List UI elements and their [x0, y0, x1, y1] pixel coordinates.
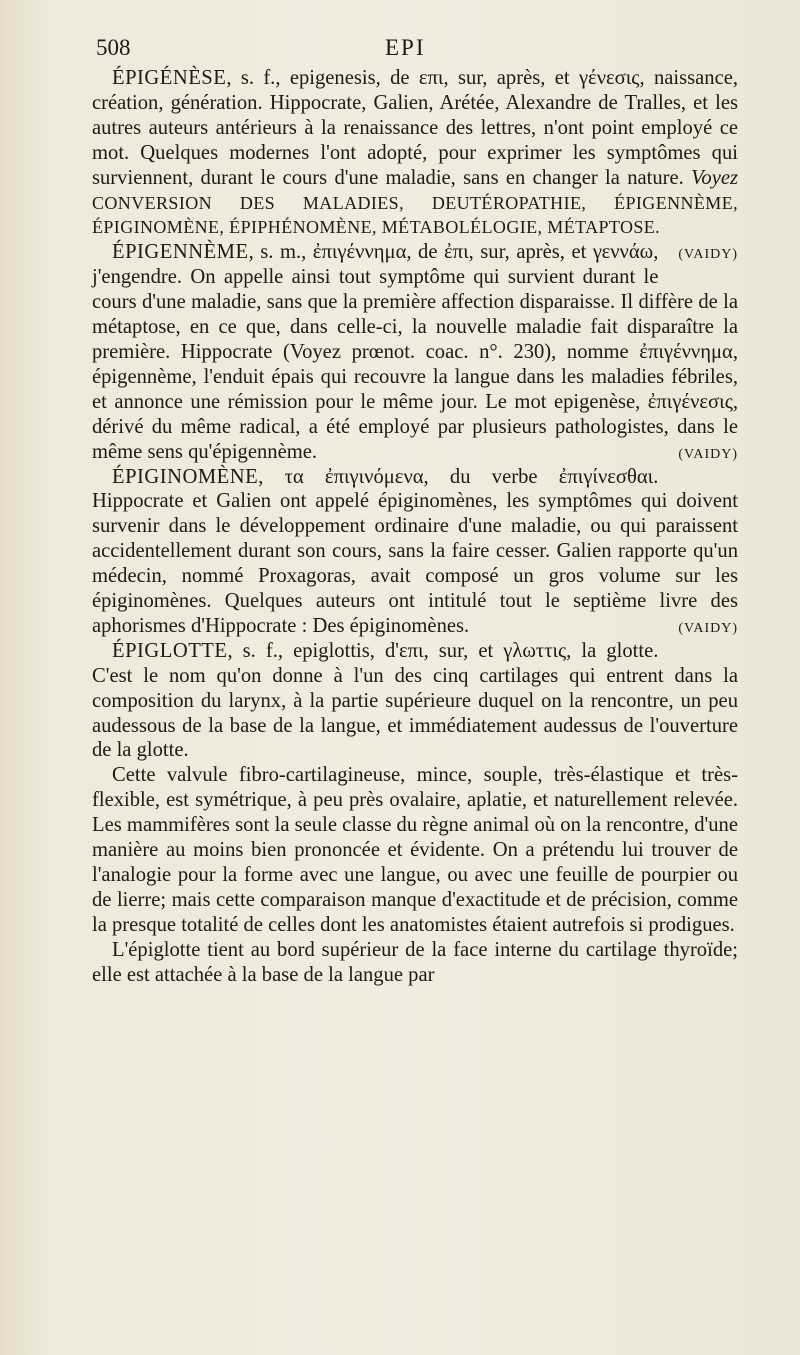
see-also-label: Voyez	[691, 166, 738, 189]
entry-text: , s. m., ἐπιγέννημα, de ἐπι, sur, après, et γεννάω, j'engendre. On appelle ainsi tout symptôme qui survient durant le cours d'une maladie, sans que la première affection disparaisse. Il diffère de la métaptose, en ce que, dans celle-ci, la nouvelle maladie fait disparaître la première. Hippocrate (Voyez prœnot. coac. n°. 230), nomme ἐπιγέννημα, épigennème, l'enduit épais qui recouvre la langue dans les maladies fébriles, et annonce une rémission pour le même jour. Le mot epigenèse, ἐπιγένεσις, dérivé du même radical, a été employé par plusieurs pathologistes, dans le même sens qu'épigennème.	[92, 241, 738, 463]
dictionary-entry	[92, 639, 738, 764]
dictionary-entry	[92, 66, 738, 263]
page-number: 508	[96, 35, 131, 60]
running-head	[92, 30, 738, 66]
dictionary-entry	[92, 465, 738, 639]
author-signature: (VAIDY)	[678, 620, 738, 636]
author-signature: (VAIDY)	[678, 446, 738, 462]
dictionary-entry	[92, 240, 738, 464]
cross-references: CONVERSION DES MALADIES, DEUTÉROPATHIE, ÉPIGENNÈME, ÉPIGINOMÈNE, ÉPIPHÉNOMÈNE, MÉTABOLÉLOGIE, MÉTAPTOSE.	[92, 192, 738, 238]
body-paragraph: Cette valvule fibro-cartilagineuse, mince, souple, très-élastique et très-flexible, est symétrique, à peu près ovalaire, aplatie, et naturellement relevée. Les mammifères sont la seule classe du règne animal où on la rencontre, d'une manière au moins bien prononcée et évidente. On a prétendu lui trouver de l'analogie pour la forme avec une langue, ou avec une feuille de pourpier ou de lierre; mais cette comparaison manque d'exactitude et de précision, comme la presque totalité de celles dont les anatomistes étaient autrefois si prodigues.	[92, 764, 738, 936]
entry-text: , τα ἐπιγινόμενα, du verbe ἐπιγίνεσθαι. Hippocrate et Galien ont appelé épiginomènes, les symptômes qui doivent survenir dans le développement ordinaire d'une maladie, ou qui paraissent accidentellement durant son cours, sans la faire cesser. Galien rapporte qu'un médecin, nommé Proxagoras, avait composé un gros volume sur les épiginomènes. Quelques auteurs ont intitulé tout le septième livre des aphorismes d'Hippocrate : Des épiginomènes.	[92, 465, 738, 637]
entry-text: , s. f., epigenesis, de επι, sur, après, et γένεσις, naissance, création, génération. Hippocrate, Galien, Arétée, Alexandre de Tralles, et les autres auteurs antérieurs à la renaissance des lettres, n'ont point employé ce mot. Quelques modernes l'ont adopté, pour exprimer les symptômes qui surviennent, durant le cours d'une maladie, sans en changer la nature.	[92, 67, 738, 189]
body-paragraph: L'épiglotte tient au bord supérieur de la face interne du cartilage thyroïde; elle est attachée à la base de la langue par	[92, 938, 738, 986]
entry-headword: ÉPIGENNÈME	[112, 241, 249, 264]
author-signature: (VAIDY)	[678, 247, 738, 263]
entry-headword: ÉPIGLOTTE	[112, 639, 228, 662]
entry-text: , s. f., epiglottis, d'επι, sur, et γλωττις, la glotte. C'est le nom qu'on donne à l'un des cinq cartilages qui entrent dans la composition du larynx, à la partie supérieure duquel on la rencontre, un peu audessous de la base de la langue, et immédiatement audessus de l'ouverture de la glotte.	[92, 639, 738, 762]
entry-headword: ÉPIGÉNÈSE	[112, 67, 227, 89]
entry-headword: ÉPIGINOMÈNE	[112, 465, 259, 488]
running-head-word: EPI	[385, 35, 426, 60]
